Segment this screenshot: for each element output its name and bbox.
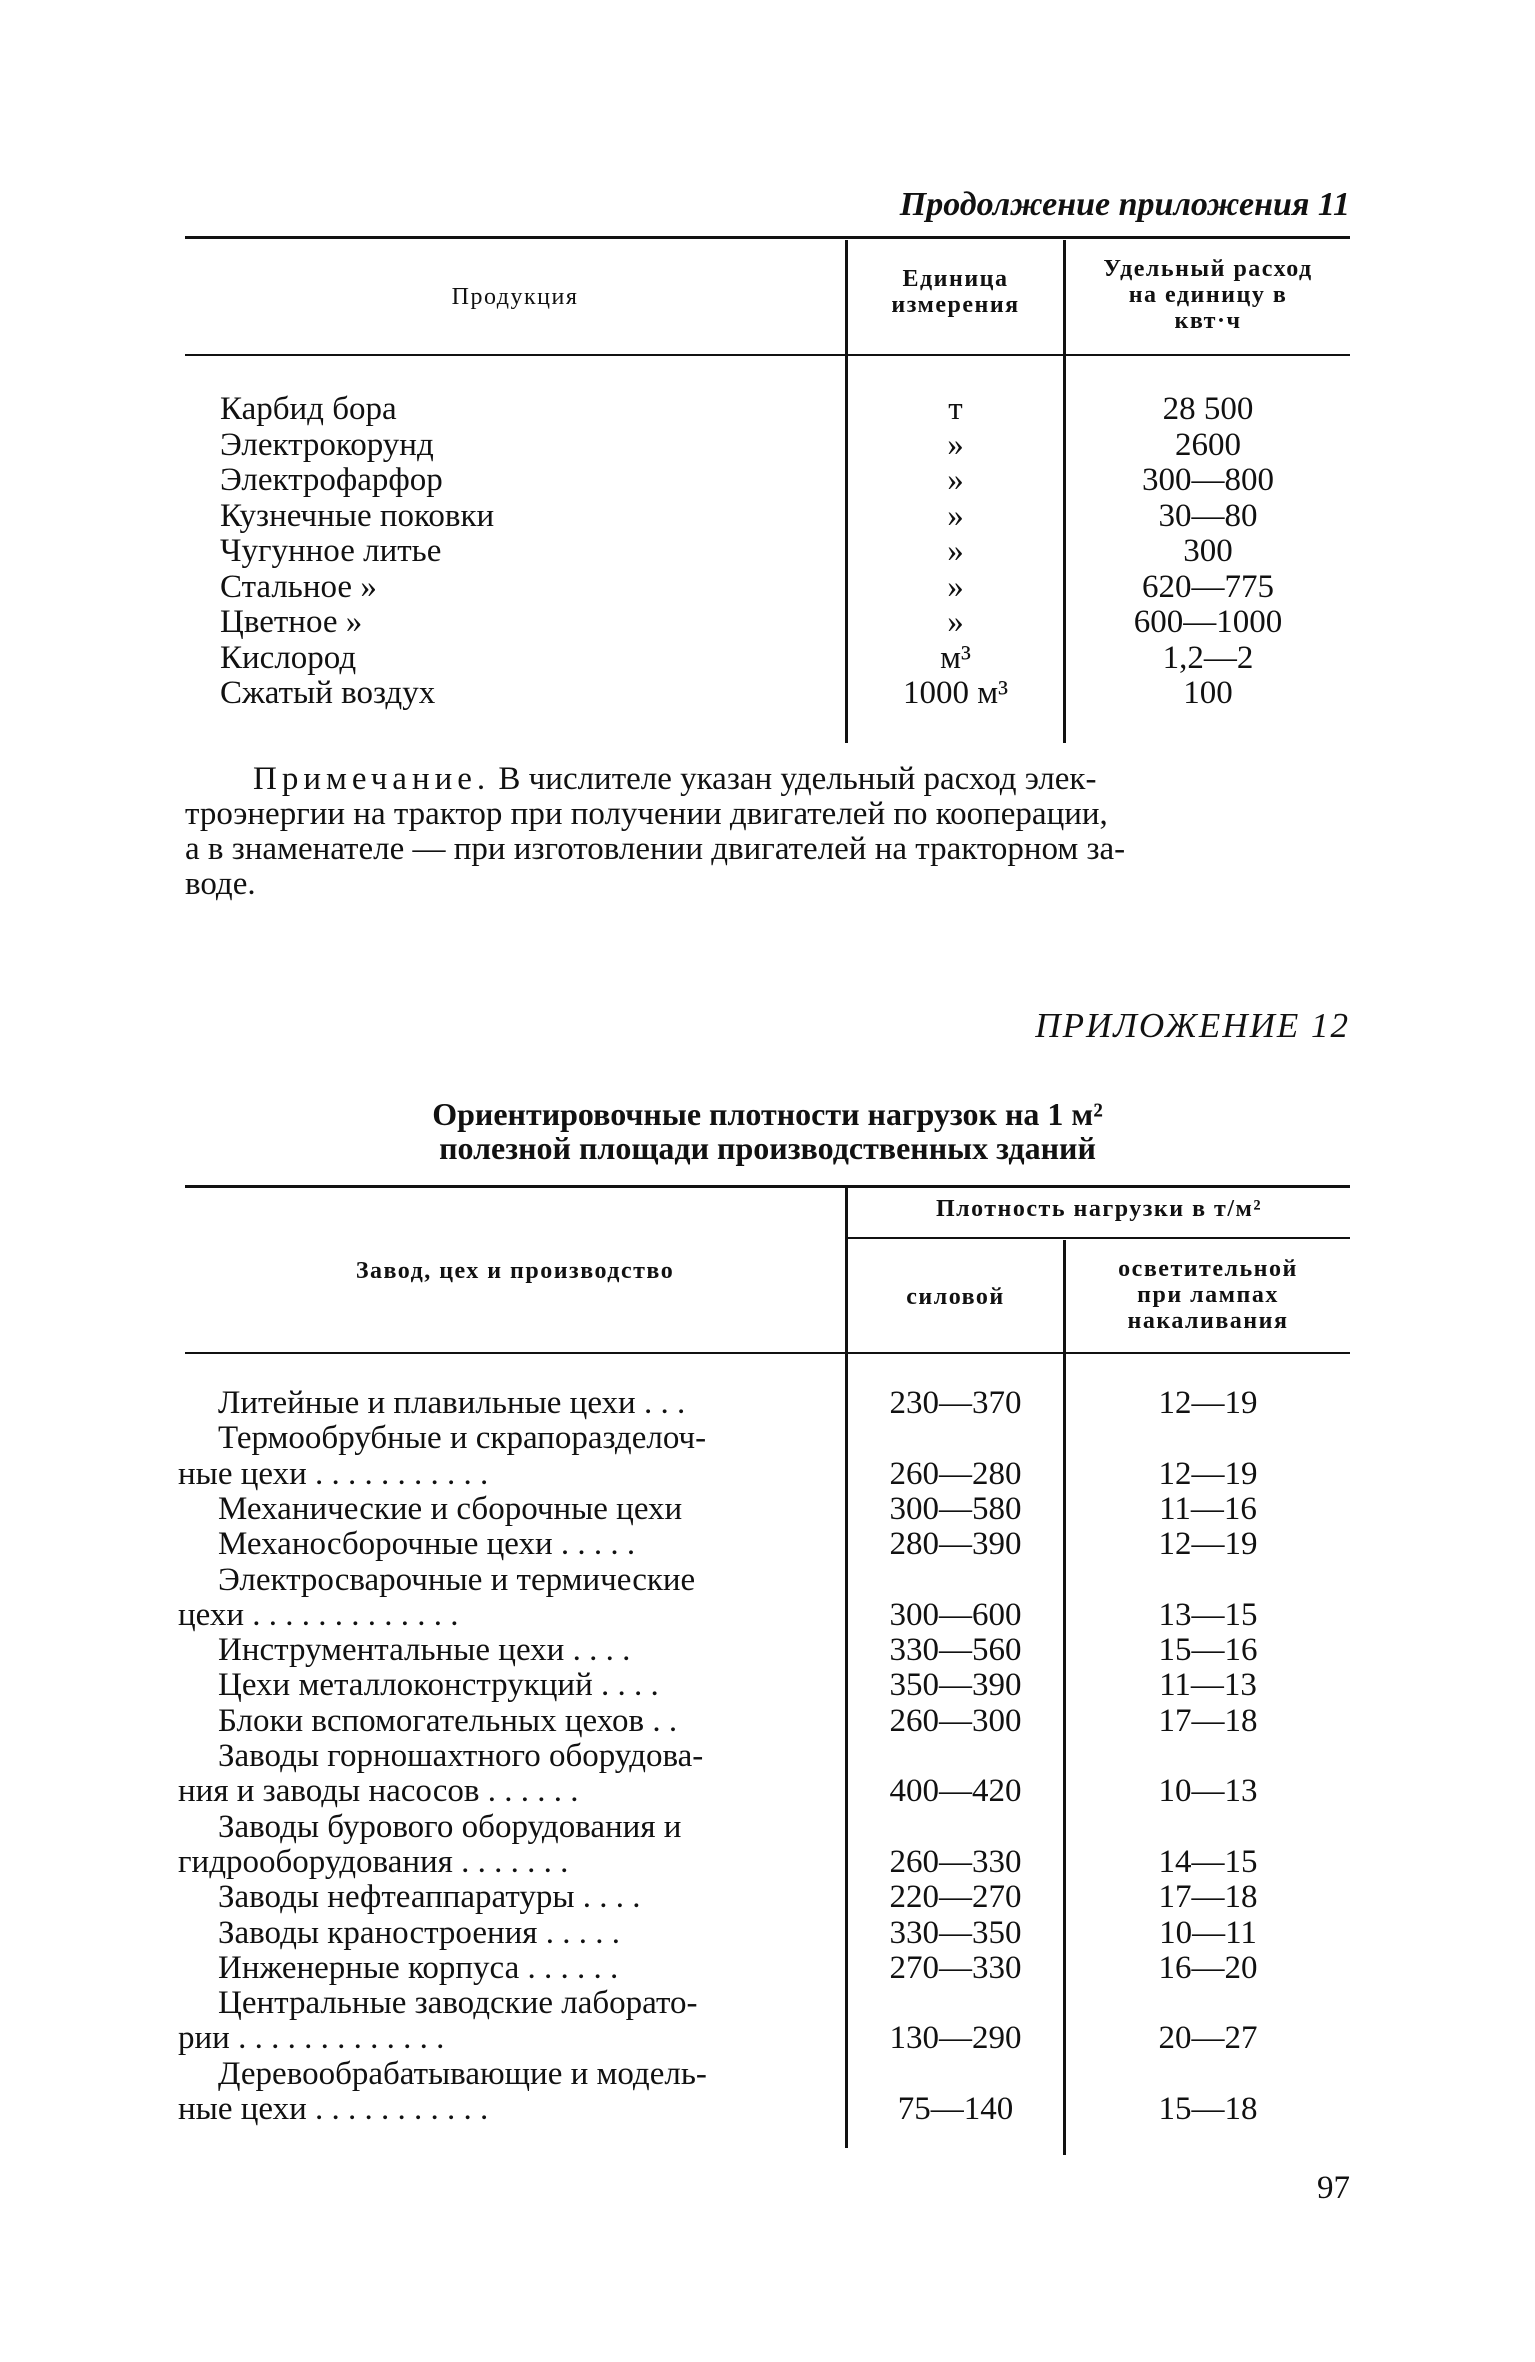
table2-row-lighting: 17—18 <box>1158 1879 1258 1916</box>
table2-row-power: 260—330 <box>889 1843 1022 1880</box>
table2-row-power: 75—140 <box>897 2091 1014 2127</box>
table2-row-name: Механические и сборочные цехи <box>218 1490 683 1527</box>
table2-row-lighting: 14—15 <box>1158 1843 1258 1880</box>
table2-row-name: Блоки вспомогательных цехов . . <box>218 1702 678 1739</box>
table2-row-name-cont: ные цехи . . . . . . . . . . . <box>178 2091 489 2127</box>
note-line-3: а в знаменателе — при изготовлении двигателей на тракторном за- <box>185 831 1126 867</box>
table1-row-name: Кислород <box>220 639 357 676</box>
table1-row-unit: т <box>948 391 963 427</box>
appendix-title: ПРИЛОЖЕНИЕ 12 <box>1035 1006 1350 1045</box>
table1-header-unit: Единица измерения <box>891 266 1020 318</box>
table1-row-rate: 2600 <box>1175 426 1241 463</box>
table2-row-power: 400—420 <box>889 1773 1022 1810</box>
table2-row-name-cont: ные цехи . . . . . . . . . . . <box>178 1455 489 1492</box>
table2-row-name: Литейные и плавильные цехи . . . <box>218 1385 686 1421</box>
table1-header-rule <box>185 354 1350 356</box>
table2-row-name-cont: гидрооборудования . . . . . . . <box>178 1843 569 1880</box>
table2-row-power: 220—270 <box>889 1879 1022 1916</box>
table2-row-power: 280—390 <box>889 1526 1022 1563</box>
table1-row-name: Чугунное литье <box>220 533 442 569</box>
table1-row-name: Стальное » <box>220 568 377 605</box>
table2-header-density: Плотность нагрузки в т/м² <box>935 1196 1263 1222</box>
table2-row-lighting: 12—19 <box>1158 1526 1258 1563</box>
table2-title-line-1: Ориентировочные плотности нагрузок на 1 м² <box>432 1096 1103 1132</box>
table2-row-lighting: 10—13 <box>1158 1773 1258 1810</box>
table2-row-power: 130—290 <box>889 2020 1022 2057</box>
table2-top-rule <box>185 1185 1350 1188</box>
table2-row-name: Инженерные корпуса . . . . . . <box>218 1949 619 1986</box>
table2-row-name: Заводы нефтеаппаратуры . . . . <box>218 1879 641 1916</box>
page-number: 97 <box>1317 2170 1350 2206</box>
table2-row-power: 270—330 <box>889 1949 1022 1986</box>
table1-row-unit: 1000 м³ <box>902 675 1009 711</box>
table2-row-power: 350—390 <box>889 1667 1022 1704</box>
table2-row-lighting: 12—19 <box>1158 1455 1258 1492</box>
table1-row-rate: 100 <box>1183 675 1233 711</box>
table2-header-rule <box>185 1352 1350 1354</box>
table1-row-rate: 28 500 <box>1162 391 1254 427</box>
table1-row-unit: » <box>947 462 964 498</box>
table2-row-name-cont: цехи . . . . . . . . . . . . . <box>178 1596 459 1633</box>
table1-row-unit: » <box>947 426 964 463</box>
continuation-header: Продолжение приложения 11 <box>899 186 1350 223</box>
table2-row-name: Механосборочные цехи . . . . . <box>218 1526 636 1563</box>
table2-row-power: 260—300 <box>889 1702 1022 1739</box>
table2-header-power: силовой <box>906 1284 1005 1310</box>
table2-title-line-2: полезной площади производственных зданий <box>439 1130 1096 1166</box>
table2-row-lighting: 10—11 <box>1159 1914 1257 1951</box>
table1-top-rule <box>185 236 1350 239</box>
table1-row-unit: » <box>947 497 964 534</box>
table2-row-name: Заводы горношахтного оборудова- <box>218 1738 704 1774</box>
table2-row-lighting: 20—27 <box>1158 2020 1258 2057</box>
table1-row-unit: м³ <box>940 639 971 676</box>
table2-row-power: 230—370 <box>889 1385 1022 1421</box>
table2-row-lighting: 15—16 <box>1158 1632 1258 1669</box>
table1-row-rate: 30—80 <box>1158 497 1258 534</box>
table1-row-name: Сжатый воздух <box>220 675 436 711</box>
table2-row-lighting: 15—18 <box>1158 2091 1258 2127</box>
table2-row-name: Термообрубные и скрапоразделоч- <box>218 1420 707 1457</box>
table2-row-name: Инструментальные цехи . . . . <box>218 1632 631 1669</box>
table1-header-rate: Удельный расход на единицу в квт·ч <box>1103 256 1313 334</box>
table2-row-name: Деревообрабатывающие и модель- <box>218 2055 707 2092</box>
table1-row-name: Карбид бора <box>220 391 397 427</box>
table2-row-name: Заводы краностроения . . . . . <box>218 1914 620 1951</box>
table2-row-power: 330—560 <box>889 1632 1022 1669</box>
table1-header-product: Продукция <box>451 284 579 310</box>
table1-row-rate: 300 <box>1183 533 1233 569</box>
table2-row-power: 300—580 <box>889 1490 1022 1527</box>
table1-row-rate: 620—775 <box>1142 568 1274 605</box>
table1-row-name: Электрофарфор <box>220 462 443 498</box>
table1-row-unit: » <box>947 568 964 605</box>
table2-row-lighting: 12—19 <box>1158 1385 1258 1421</box>
table2-row-name-cont: ния и заводы насосов . . . . . . <box>178 1773 579 1810</box>
table2-row-name: Электросварочные и термические <box>218 1561 696 1598</box>
table1-row-unit: » <box>947 533 964 569</box>
table2-row-name-cont: рии . . . . . . . . . . . . . <box>178 2020 445 2057</box>
table2-header-plant: Завод, цех и производство <box>355 1258 675 1284</box>
table1-row-rate: 600—1000 <box>1133 604 1283 640</box>
note-line-2: троэнергии на трактор при получении двигателей по кооперации, <box>185 796 1108 832</box>
table2-row-name: Заводы бурового оборудования и <box>218 1808 682 1845</box>
table2-row-lighting: 16—20 <box>1158 1949 1258 1986</box>
table1-row-rate: 1,2—2 <box>1162 639 1254 676</box>
table2-row-power: 260—280 <box>889 1455 1022 1492</box>
note-line-1: В числителе указан удельный расход элек- <box>498 761 1097 797</box>
table2-row-power: 330—350 <box>889 1914 1022 1951</box>
note <box>185 762 1350 902</box>
table2-density-rule <box>848 1237 1350 1239</box>
table2-row-lighting: 11—16 <box>1159 1490 1257 1527</box>
table2-row-name: Центральные заводские лаборато- <box>218 1985 698 2022</box>
note-line-4: воде. <box>185 866 256 902</box>
table1-row-name: Цветное » <box>220 604 363 640</box>
table1-row-name: Электрокорунд <box>220 426 434 463</box>
table1-row-name: Кузнечные поковки <box>220 497 495 534</box>
table1-row-rate: 300—800 <box>1142 462 1274 498</box>
table2-row-lighting: 17—18 <box>1158 1702 1258 1739</box>
table2-row-power: 300—600 <box>889 1596 1022 1633</box>
table2-row-name: Цехи металлоконструкций . . . . <box>218 1667 659 1704</box>
table2-row-lighting: 13—15 <box>1158 1596 1258 1633</box>
note-label: Примечание. <box>253 761 491 797</box>
table2-header-lighting: осветительной при лампах накаливания <box>1118 1256 1298 1334</box>
table1-row-unit: » <box>947 604 964 640</box>
table2-row-lighting: 11—13 <box>1159 1667 1257 1704</box>
